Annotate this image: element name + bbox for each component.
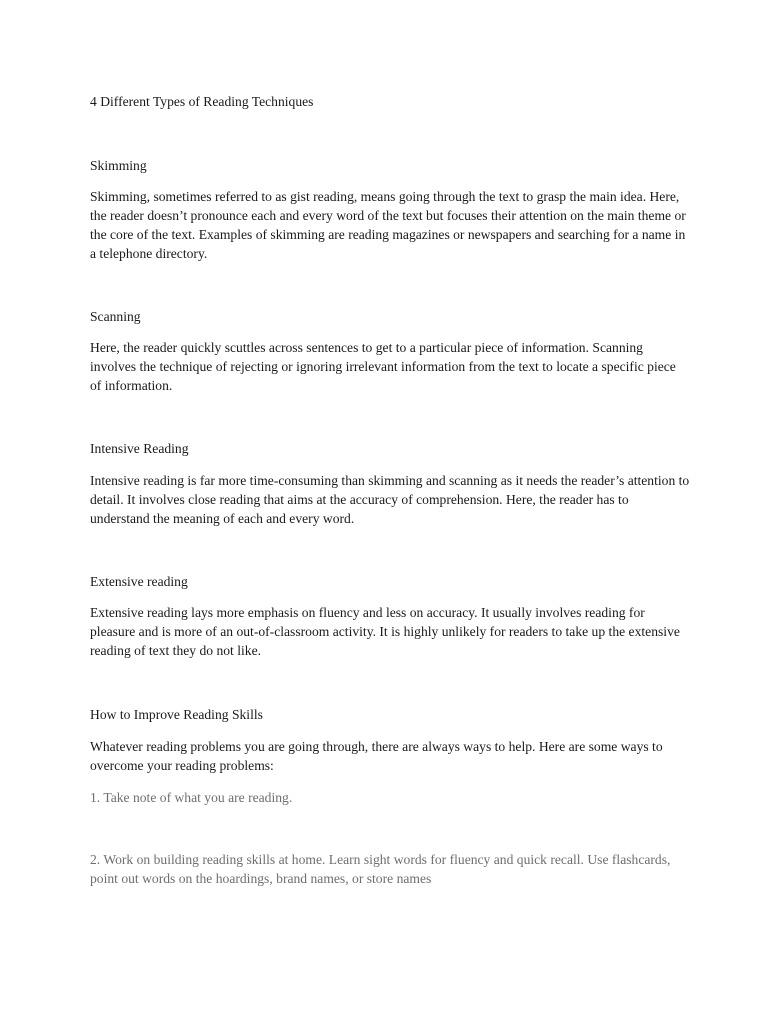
- section-heading-extensive-reading: Extensive reading: [90, 574, 188, 589]
- section-body-scanning: Here, the reader quickly scuttles across sentences to get to a particular piece of information. Scanning involves the technique of rejecting or ignoring irrelevant information from the text to locate a specific piece of information.: [90, 340, 676, 393]
- improve-heading: How to Improve Reading Skills: [90, 707, 263, 722]
- section-body-extensive-reading: Extensive reading lays more emphasis on fluency and less on accuracy. It usually involves reading for pleasure and is more of an out-of-classroom activity. It is highly unlikely for readers to take up the extensive reading of text they do not like.: [90, 605, 680, 658]
- section-body-skimming: Skimming, sometimes referred to as gist reading, means going through the text to grasp the main idea. Here, the reader doesn’t pronounce each and every word of the text but focuses their attention on the main theme or the core of the text. Examples of skimming are reading magazines or newspapers and searching for a name in a telephone directory.: [90, 189, 686, 261]
- improve-tip-2: 2. Work on building reading skills at home. Learn sight words for fluency and quick recall. Use flashcards, point out words on the hoardings, brand names, or store names: [90, 852, 671, 886]
- section-heading-scanning: Scanning: [90, 309, 141, 324]
- improve-intro: Whatever reading problems you are going through, there are always ways to help. Here are some ways to overcome your reading problems:: [90, 739, 663, 773]
- section-body-intensive-reading: Intensive reading is far more time-consuming than skimming and scanning as it needs the reader’s attention to detail. It involves close reading that aims at the accuracy of comprehension. Here, the reader has to understand the meaning of each and every word.: [90, 473, 690, 526]
- section-heading-intensive-reading: Intensive Reading: [90, 441, 189, 456]
- document-title: 4 Different Types of Reading Techniques: [90, 94, 314, 109]
- improve-tip-1: 1. Take note of what you are reading.: [90, 790, 293, 805]
- section-heading-skimming: Skimming: [90, 158, 147, 173]
